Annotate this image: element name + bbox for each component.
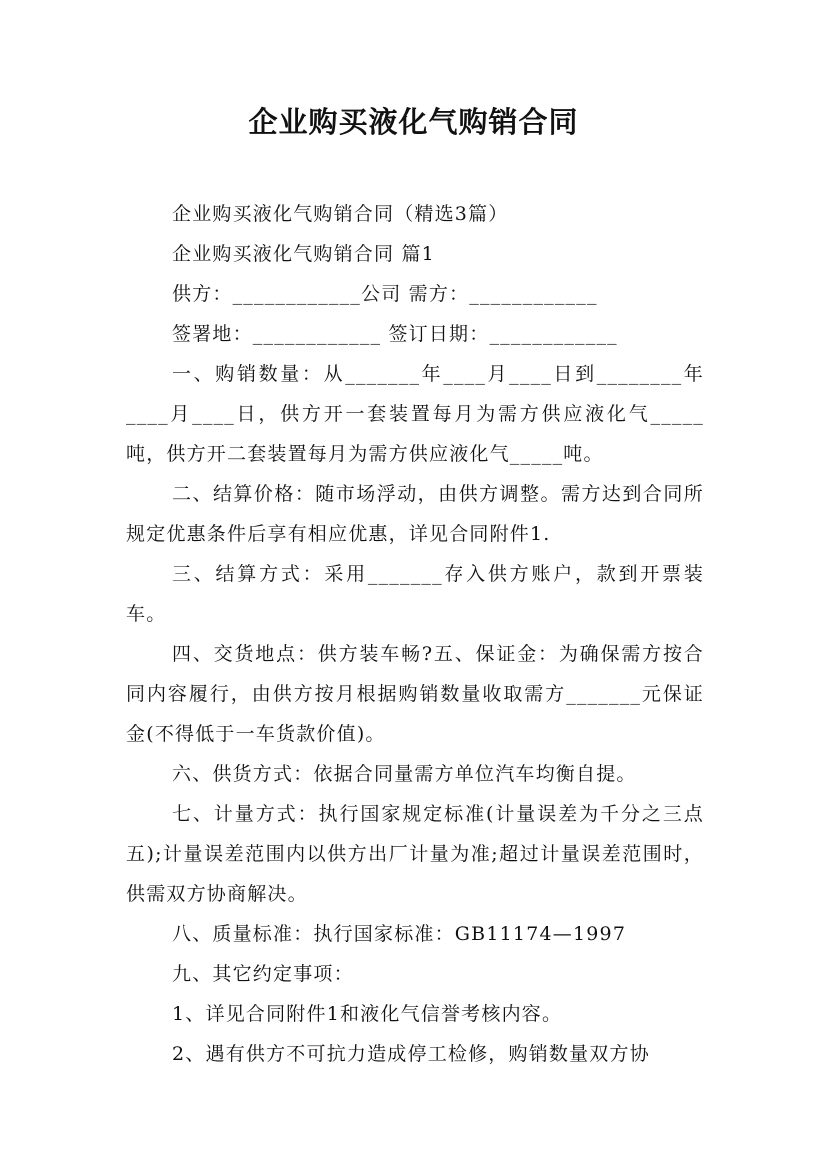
clause-measurement: 七、计量方式：执行国家规定标准(计量误差为千分之三点五);计量误差范围内以供方出厂计量为准;超过计量误差范围时，供需双方协商解决。 bbox=[126, 803, 704, 905]
clause-price: 二、结算价格：随市场浮动，由供方调整。需方达到合同所规定优惠条件后享有相应优惠，详见合同附件1. bbox=[126, 483, 704, 545]
clause-settlement: 三、结算方式：采用_______存入供方账户，款到开票装车。 bbox=[126, 563, 704, 625]
document-body bbox=[126, 194, 704, 1074]
clause-quality: 八、质量标准：执行国家标准：GB11174—1997 bbox=[172, 923, 627, 945]
paragraph-signing-info: 签署地：____________ 签订日期：____________ bbox=[172, 323, 618, 345]
list-item: 2、遇有供方不可抗力造成停工检修，购销数量双方协 bbox=[172, 1043, 650, 1065]
paragraph-subtitle: 企业购买液化气购销合同（精选3篇） bbox=[172, 203, 509, 225]
clause-supply-method: 六、供货方式：依据合同量需方单位汽车均衡自提。 bbox=[172, 763, 637, 785]
clause-other-terms: 九、其它约定事项： bbox=[172, 963, 354, 985]
clause-delivery-deposit: 四、交货地点：供方装车畅?五、保证金：为确保需方按合同内容履行，由供方按月根据购销数量收取需方_______元保证金(不得低于一车货款价值)。 bbox=[126, 643, 704, 745]
paragraph-section-heading: 企业购买液化气购销合同 篇1 bbox=[172, 243, 435, 265]
paragraph-parties: 供方：____________公司 需方：____________ bbox=[172, 283, 598, 305]
clause-quantity: 一、购销数量：从_______年____月____日到________年____月____日，供方开一套装置每月为需方供应液化气_____吨，供方开二套装置每月为需方供应液化气_____吨。 bbox=[126, 363, 704, 465]
list-item: 1、详见合同附件1和液化气信誉考核内容。 bbox=[172, 1003, 563, 1025]
document-title: 企业购买液化气购销合同 bbox=[248, 105, 579, 139]
